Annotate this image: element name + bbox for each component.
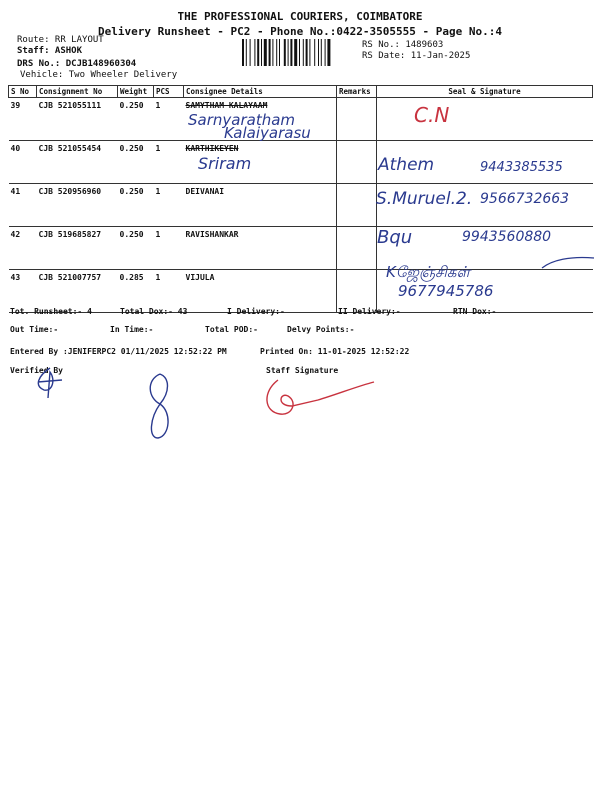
row-sno: 39: [9, 98, 37, 141]
in-time: In Time:-: [110, 325, 154, 334]
barcode-bar: [250, 39, 251, 66]
row-consignee: [184, 184, 337, 227]
rs-number: RS No.: 1489603: [362, 40, 444, 50]
row-sno: 40: [9, 141, 37, 184]
barcode: [242, 39, 354, 66]
delvy-points: Delvy Points:-: [287, 325, 355, 334]
row-weight: 0.250: [118, 141, 154, 184]
row-weight: 0.250: [118, 227, 154, 270]
out-time: Out Time:-: [10, 325, 59, 334]
row-remarks: [337, 184, 377, 227]
row-pcs: 1: [154, 141, 184, 184]
entered-by: Entered By :JENIFERPC2 01/11/2025 12:52:22 PM: [10, 347, 227, 356]
row-weight: 0.250: [118, 184, 154, 227]
handwritten-phone: 9677945786: [398, 282, 494, 300]
table-row: [9, 270, 593, 313]
handwritten-name: Sarnyaratham: [188, 111, 296, 129]
barcode-bar: [303, 39, 304, 66]
handwritten-signature: S.Muruel.2.: [376, 189, 473, 209]
col-consignment: Consignment No: [37, 86, 118, 98]
barcode-bar: [276, 39, 277, 66]
row-pcs: 1: [154, 98, 184, 141]
row-consignment: CJB 521007757: [37, 270, 118, 313]
total-pod: Total POD:-: [205, 325, 258, 334]
barcode-bar: [288, 39, 289, 66]
verifier-signature: [30, 362, 70, 402]
barcode-bar: [290, 39, 292, 66]
barcode-bar: [309, 39, 310, 66]
barcode-bar: [325, 39, 326, 66]
staff-label: Staff: ASHOK: [17, 46, 83, 56]
col-consignee: Consignee Details: [184, 86, 337, 98]
row-weight: 0.285: [118, 270, 154, 313]
barcode-bar: [314, 39, 315, 66]
row-sno: 43: [9, 270, 37, 313]
handwritten-signature: Bqu: [377, 227, 413, 248]
barcode-bar: [269, 39, 271, 66]
total-runsheet: Tot. Runsheet:- 4: [10, 307, 92, 316]
row-pcs: 1: [154, 227, 184, 270]
row-sno: 42: [9, 227, 37, 270]
verified-by: Verified By: [10, 366, 63, 375]
barcode-bar: [254, 39, 255, 66]
ii-delivery: II Delivery:-: [338, 307, 401, 316]
row-consignment: CJB 521055454: [37, 141, 118, 184]
row-remarks: [337, 98, 377, 141]
col-weight: Weight: [118, 86, 154, 98]
total-dox: Total Dox:- 43: [120, 307, 188, 316]
handwritten-phone: 9943560880: [462, 229, 552, 245]
runsheet-subtitle: Delivery Runsheet - PC2 - Phone No.:0422-3505555 - Page No.:4: [98, 25, 502, 38]
col-remarks: Remarks: [337, 86, 377, 98]
barcode-bar: [318, 39, 319, 66]
row-sno: 41: [9, 184, 37, 227]
barcode-bar: [284, 39, 286, 66]
i-delivery: I Delivery:-: [227, 307, 285, 316]
col-pcs: PCS: [154, 86, 184, 98]
barcode-bar: [261, 39, 262, 66]
barcode-bar: [306, 39, 308, 66]
rtn-dox: RTN Dox:-: [453, 307, 497, 316]
staff-signature-label: Staff Signature: [266, 366, 339, 375]
consignee-name: DEIVANAI: [185, 187, 225, 196]
row-pcs: 1: [154, 184, 184, 227]
staff-signature: [258, 372, 378, 422]
consignee-name: VIJULA: [185, 273, 215, 282]
barcode-bar: [246, 39, 247, 66]
vehicle-label: Vehicle: Two Wheeler Delivery: [20, 70, 178, 80]
printed-on: Printed On: 11-01-2025 12:52:22: [260, 347, 410, 356]
company-title: THE PROFESSIONAL COURIERS, COIMBATORE: [177, 10, 423, 23]
route-label: Route: RR LAYOUT: [17, 35, 104, 45]
row-consignment: CJB 520956960: [37, 184, 118, 227]
col-seal: Seal & Signature: [377, 86, 593, 98]
row-remarks: [337, 141, 377, 184]
verifier-initial: [140, 370, 180, 445]
row-signature: [377, 98, 593, 141]
handwritten-stroke: [540, 254, 596, 274]
handwritten-signature: Athem: [378, 155, 435, 175]
barcode-bar: [321, 39, 322, 66]
handwritten-name: Sriram: [198, 154, 252, 173]
row-consignment: CJB 521055111: [37, 98, 118, 141]
barcode-bar: [242, 39, 244, 66]
consignee-name: KARTHIKEYEN: [185, 144, 239, 153]
barcode-bar: [294, 39, 297, 66]
barcode-bar: [299, 39, 300, 66]
row-consignment: CJB 519685827: [37, 227, 118, 270]
handwritten-phone: 9566732663: [480, 191, 570, 207]
row-pcs: 1: [154, 270, 184, 313]
col-sno: S No: [9, 86, 37, 98]
handwritten-signature: Kஜேஞ்சிகள்: [386, 263, 470, 281]
rs-date: RS Date: 11-Jan-2025: [362, 51, 471, 61]
consignee-name: SAMYTHAM KALAYAAM: [185, 101, 268, 110]
handwritten-signature: C.N: [414, 103, 450, 127]
row-consignee: [184, 227, 337, 270]
handwritten-name: Kalaiyarasu: [224, 124, 311, 142]
barcode-bar: [327, 39, 330, 66]
handwritten-phone: 9443385535: [480, 160, 563, 175]
barcode-bar: [264, 39, 267, 66]
barcode-bar: [257, 39, 259, 66]
table-header-row: [9, 86, 593, 98]
row-weight: 0.250: [118, 98, 154, 141]
barcode-bar: [279, 39, 280, 66]
drs-label: DRS No.: DCJB148960304: [17, 59, 137, 69]
consignee-name: RAVISHANKAR: [185, 230, 239, 239]
barcode-bar: [272, 39, 273, 66]
row-remarks: [337, 227, 377, 270]
